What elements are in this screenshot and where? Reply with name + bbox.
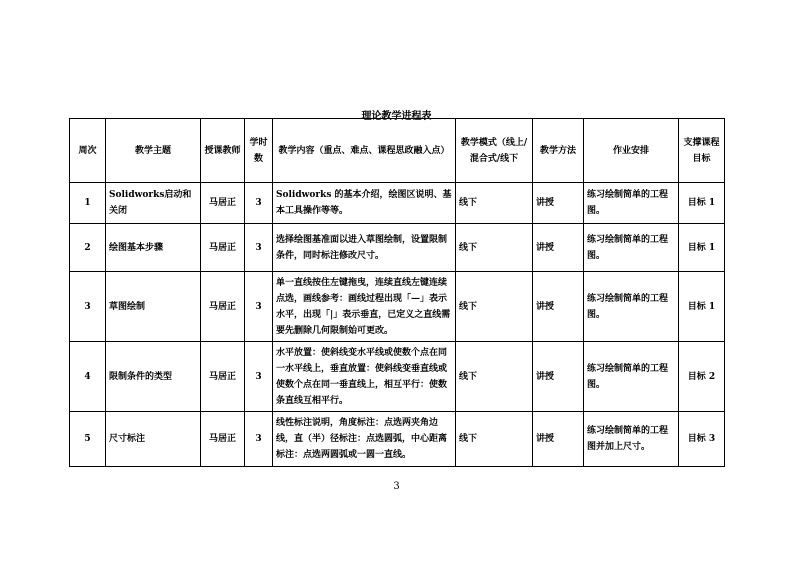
cell-method: 讲授 xyxy=(533,272,584,342)
cell-hours: 3 xyxy=(245,342,273,412)
cell-topic: 草图绘制 xyxy=(106,272,201,342)
table-row xyxy=(70,272,725,342)
cell-homework: 练习绘制简单的工程图并加上尺寸。 xyxy=(584,412,679,467)
header-content: 教学内容（重点、难点、课程思政融入点） xyxy=(273,119,456,183)
cell-content: 单一直线按住左键拖曳，连续直线左键连续点选，画线参考：画线过程出现「—」表示水平，出现「|」表示垂直，已定义之直线需要先删除几何限制始可更改。 xyxy=(273,272,456,342)
cell-homework: 练习绘制简单的工程图。 xyxy=(584,272,679,342)
cell-hours: 3 xyxy=(245,412,273,467)
header-row xyxy=(70,119,725,183)
cell-homework: 练习绘制简单的工程图。 xyxy=(584,342,679,412)
header-week: 周次 xyxy=(70,119,106,183)
cell-goal: 目标 2 xyxy=(679,342,725,412)
table-title: 理论教学进程表 xyxy=(361,111,432,122)
cell-mode: 线下 xyxy=(456,412,533,467)
cell-mode: 线下 xyxy=(456,272,533,342)
cell-goal: 目标 1 xyxy=(679,272,725,342)
cell-content: 线性标注说明，角度标注：点选两夹角边线，直（半）径标注：点选圆弧，中心距离标注：点选两圆弧或一圆一直线。 xyxy=(273,412,456,467)
cell-week: 4 xyxy=(70,342,106,412)
header-teacher: 授课教师 xyxy=(201,119,245,183)
cell-goal: 目标 3 xyxy=(679,412,725,467)
table-row xyxy=(70,342,725,412)
cell-teacher: 马居正 xyxy=(201,224,245,272)
cell-teacher: 马居正 xyxy=(201,183,245,224)
cell-method: 讲授 xyxy=(533,183,584,224)
table-row xyxy=(70,183,725,224)
header-goal: 支撑课程目标 xyxy=(679,119,725,183)
header-topic: 教学主题 xyxy=(106,119,201,183)
cell-method: 讲授 xyxy=(533,342,584,412)
cell-content: 水平放置：使斜线变水平线或使数个点在同一水平线上，垂直放置：使斜线变垂直线或使数个点在同一垂直线上，相互平行：使数条直线互相平行。 xyxy=(273,342,456,412)
header-mode: 教学模式（线上/混合式/线下 xyxy=(456,119,533,183)
cell-hours: 3 xyxy=(245,183,273,224)
header-homework: 作业安排 xyxy=(584,119,679,183)
cell-hours: 3 xyxy=(245,224,273,272)
cell-topic: Solidworks启动和关闭 xyxy=(106,183,201,224)
cell-content: Solidworks 的基本介绍，绘图区说明、基本工具操作等等。 xyxy=(273,183,456,224)
cell-week: 5 xyxy=(70,412,106,467)
cell-topic: 绘图基本步骤 xyxy=(106,224,201,272)
cell-method: 讲授 xyxy=(533,224,584,272)
cell-goal: 目标 1 xyxy=(679,183,725,224)
table-row xyxy=(70,224,725,272)
page-number: 3 xyxy=(393,481,400,492)
cell-mode: 线下 xyxy=(456,342,533,412)
cell-mode: 线下 xyxy=(456,224,533,272)
cell-method: 讲授 xyxy=(533,412,584,467)
cell-homework: 练习绘制简单的工程图。 xyxy=(584,183,679,224)
cell-week: 1 xyxy=(70,183,106,224)
cell-homework: 练习绘制简单的工程图。 xyxy=(584,224,679,272)
teaching-schedule-table xyxy=(69,118,725,467)
cell-content: 选择绘图基准面以进入草图绘制，设置限制条件，同时标注修改尺寸。 xyxy=(273,224,456,272)
cell-teacher: 马居正 xyxy=(201,272,245,342)
table-row xyxy=(70,412,725,467)
cell-hours: 3 xyxy=(245,272,273,342)
cell-topic: 限制条件的类型 xyxy=(106,342,201,412)
cell-week: 3 xyxy=(70,272,106,342)
cell-teacher: 马居正 xyxy=(201,412,245,467)
header-hours: 学时数 xyxy=(245,119,273,183)
cell-topic: 尺寸标注 xyxy=(106,412,201,467)
cell-week: 2 xyxy=(70,224,106,272)
cell-teacher: 马居正 xyxy=(201,342,245,412)
header-method: 教学方法 xyxy=(533,119,584,183)
cell-mode: 线下 xyxy=(456,183,533,224)
cell-goal: 目标 1 xyxy=(679,224,725,272)
